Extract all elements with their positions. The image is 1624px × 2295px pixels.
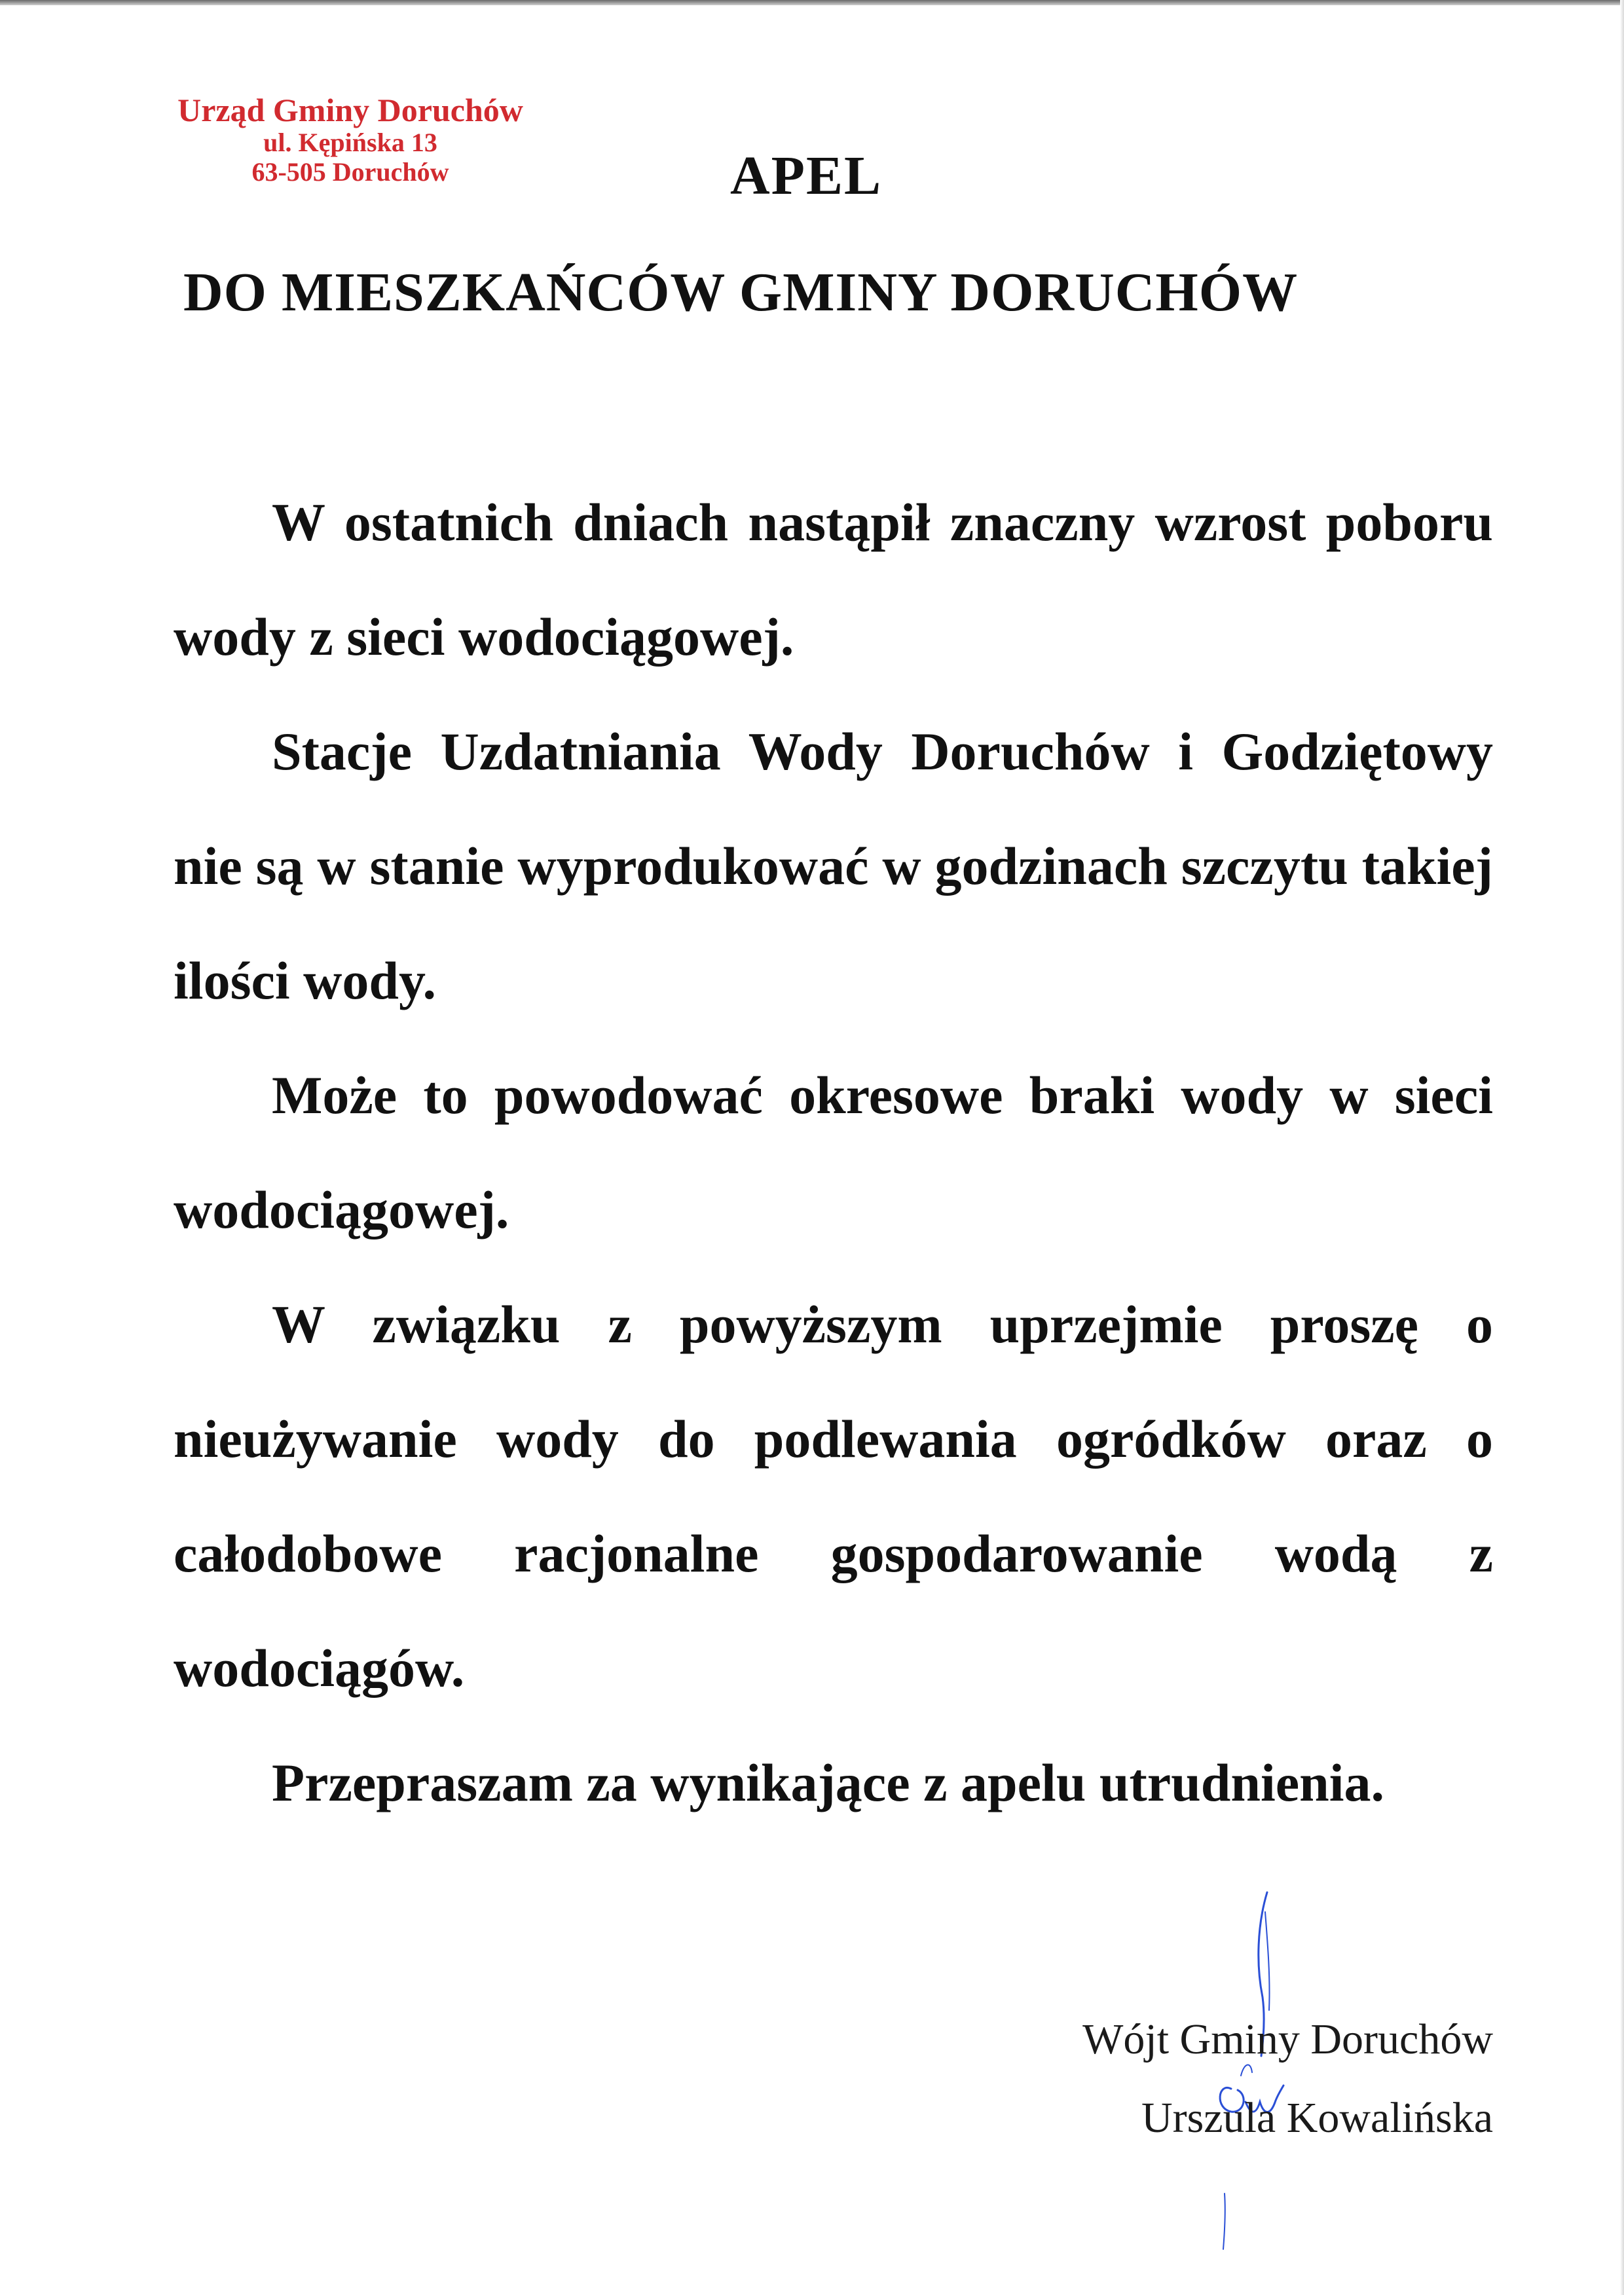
signatory-position: Wójt Gminy Doruchów — [1082, 2015, 1493, 2063]
office-stamp — [167, 92, 534, 187]
stamp-city: 63-505 Doruchów — [251, 156, 449, 187]
document-title: APEL — [730, 145, 883, 206]
signature-block — [904, 2000, 1493, 2157]
scan-edge-right — [1620, 0, 1624, 2295]
document-body — [174, 465, 1493, 1840]
paragraph-apology: Przepraszam za wynikające z apelu utrudnienia. — [272, 1753, 1385, 1812]
document-subtitle: DO MIESZKAŃCÓW GMINY DORUCHÓW — [183, 262, 1299, 323]
scan-edge-top — [0, 0, 1624, 5]
paragraph-water-consumption: W ostatnich dniach nastąpił znaczny wzrost poboru wody z sieci wodociągowej. — [174, 492, 1493, 667]
signatory-name: Urszula Kowalińska — [1141, 2094, 1493, 2142]
paragraph-water-shortages: Może to powodować okresowe braki wody w sieci wodociągowej. — [174, 1065, 1493, 1239]
paragraph-request: W związku z powyższym uprzejmie proszę o nieużywanie wody do podlewania ogródków oraz o całodobowe racjonalne gospodarowanie wodą z wodociągów. — [174, 1294, 1493, 1698]
paragraph-treatment-stations: Stacje Uzdatniania Wody Doruchów i Godziętowy nie są w stanie wyprodukować w godzinach szczytu takiej ilości wody. — [174, 722, 1493, 1010]
stamp-office-name: Urząd Gminy Doruchów — [177, 92, 523, 128]
stamp-street: ul. Kępińska 13 — [263, 128, 437, 157]
